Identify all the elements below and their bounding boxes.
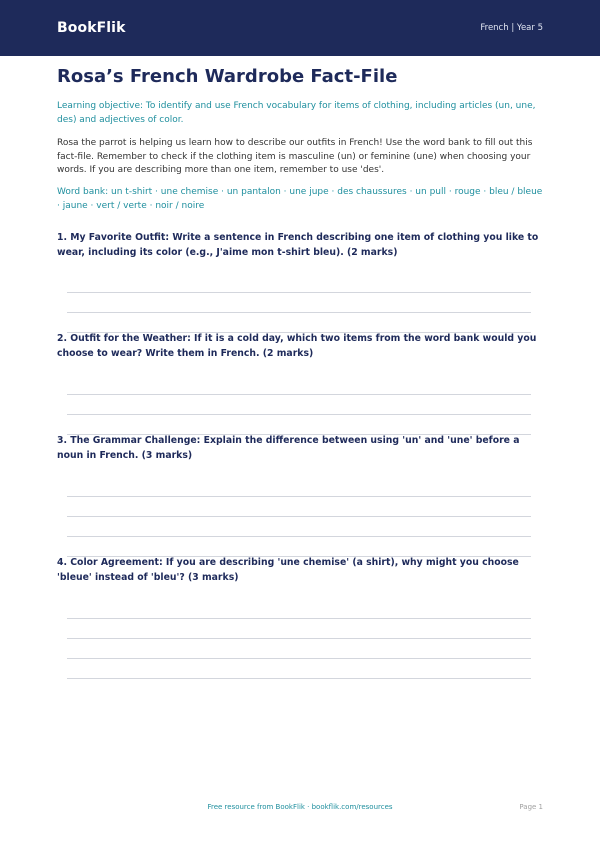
question-4: 4. Color Agreement: If you are describing 'une chemise' (a shirt), why might you choose 'bleue' instead of 'bleu'? (3 marks) bbox=[57, 557, 519, 583]
learning-objective: Learning objective: To identify and use French vocabulary for items of clothing, including articles (un, une, des) and adjectives of color. bbox=[57, 101, 536, 125]
page-header bbox=[0, 0, 600, 56]
page-title: Rosa’s French Wardrobe Fact-File bbox=[57, 66, 398, 87]
answer-line[interactable] bbox=[67, 618, 531, 619]
answer-line[interactable] bbox=[67, 638, 531, 639]
answer-line[interactable] bbox=[67, 516, 531, 517]
footer-credit: Free resource from BookFlik · bookflik.com/resources bbox=[207, 803, 393, 811]
answer-line[interactable] bbox=[67, 496, 531, 497]
answer-line[interactable] bbox=[67, 678, 531, 679]
subject-label: French | Year 5 bbox=[480, 23, 543, 33]
answer-line[interactable] bbox=[67, 312, 531, 313]
word-bank: Word bank: un t-shirt · une chemise · un pantalon · une jupe · des chaussures · un pull · rouge · bleu / bleue · jaune · vert / verte · noir / noire bbox=[57, 187, 543, 211]
answer-line[interactable] bbox=[67, 658, 531, 659]
answer-line[interactable] bbox=[67, 394, 531, 395]
answer-line[interactable] bbox=[67, 536, 531, 537]
answer-line[interactable] bbox=[67, 414, 531, 415]
question-2: 2. Outfit for the Weather: If it is a cold day, which two items from the word bank would you choose to wear? Write them in French. (2 marks) bbox=[57, 333, 537, 359]
page-number: Page 1 bbox=[519, 803, 543, 811]
question-1: 1. My Favorite Outfit: Write a sentence in French describing one item of clothing you like to wear, including its color (e.g., J'aime mon t-shirt bleu). (2 marks) bbox=[57, 232, 539, 258]
intro-paragraph: Rosa the parrot is helping us learn how to describe our outfits in French! Use the word bank to fill out this fact-file. Remember to check if the clothing item is masculine (un) or feminine (une) when choosing your words. If you are describing more than one item, remember to use 'des'. bbox=[57, 138, 533, 175]
answer-line[interactable] bbox=[67, 292, 531, 293]
brand-logo-text: BookFlik bbox=[57, 20, 126, 36]
question-3: 3. The Grammar Challenge: Explain the difference between using 'un' and 'une' before a noun in French. (3 marks) bbox=[57, 435, 520, 461]
